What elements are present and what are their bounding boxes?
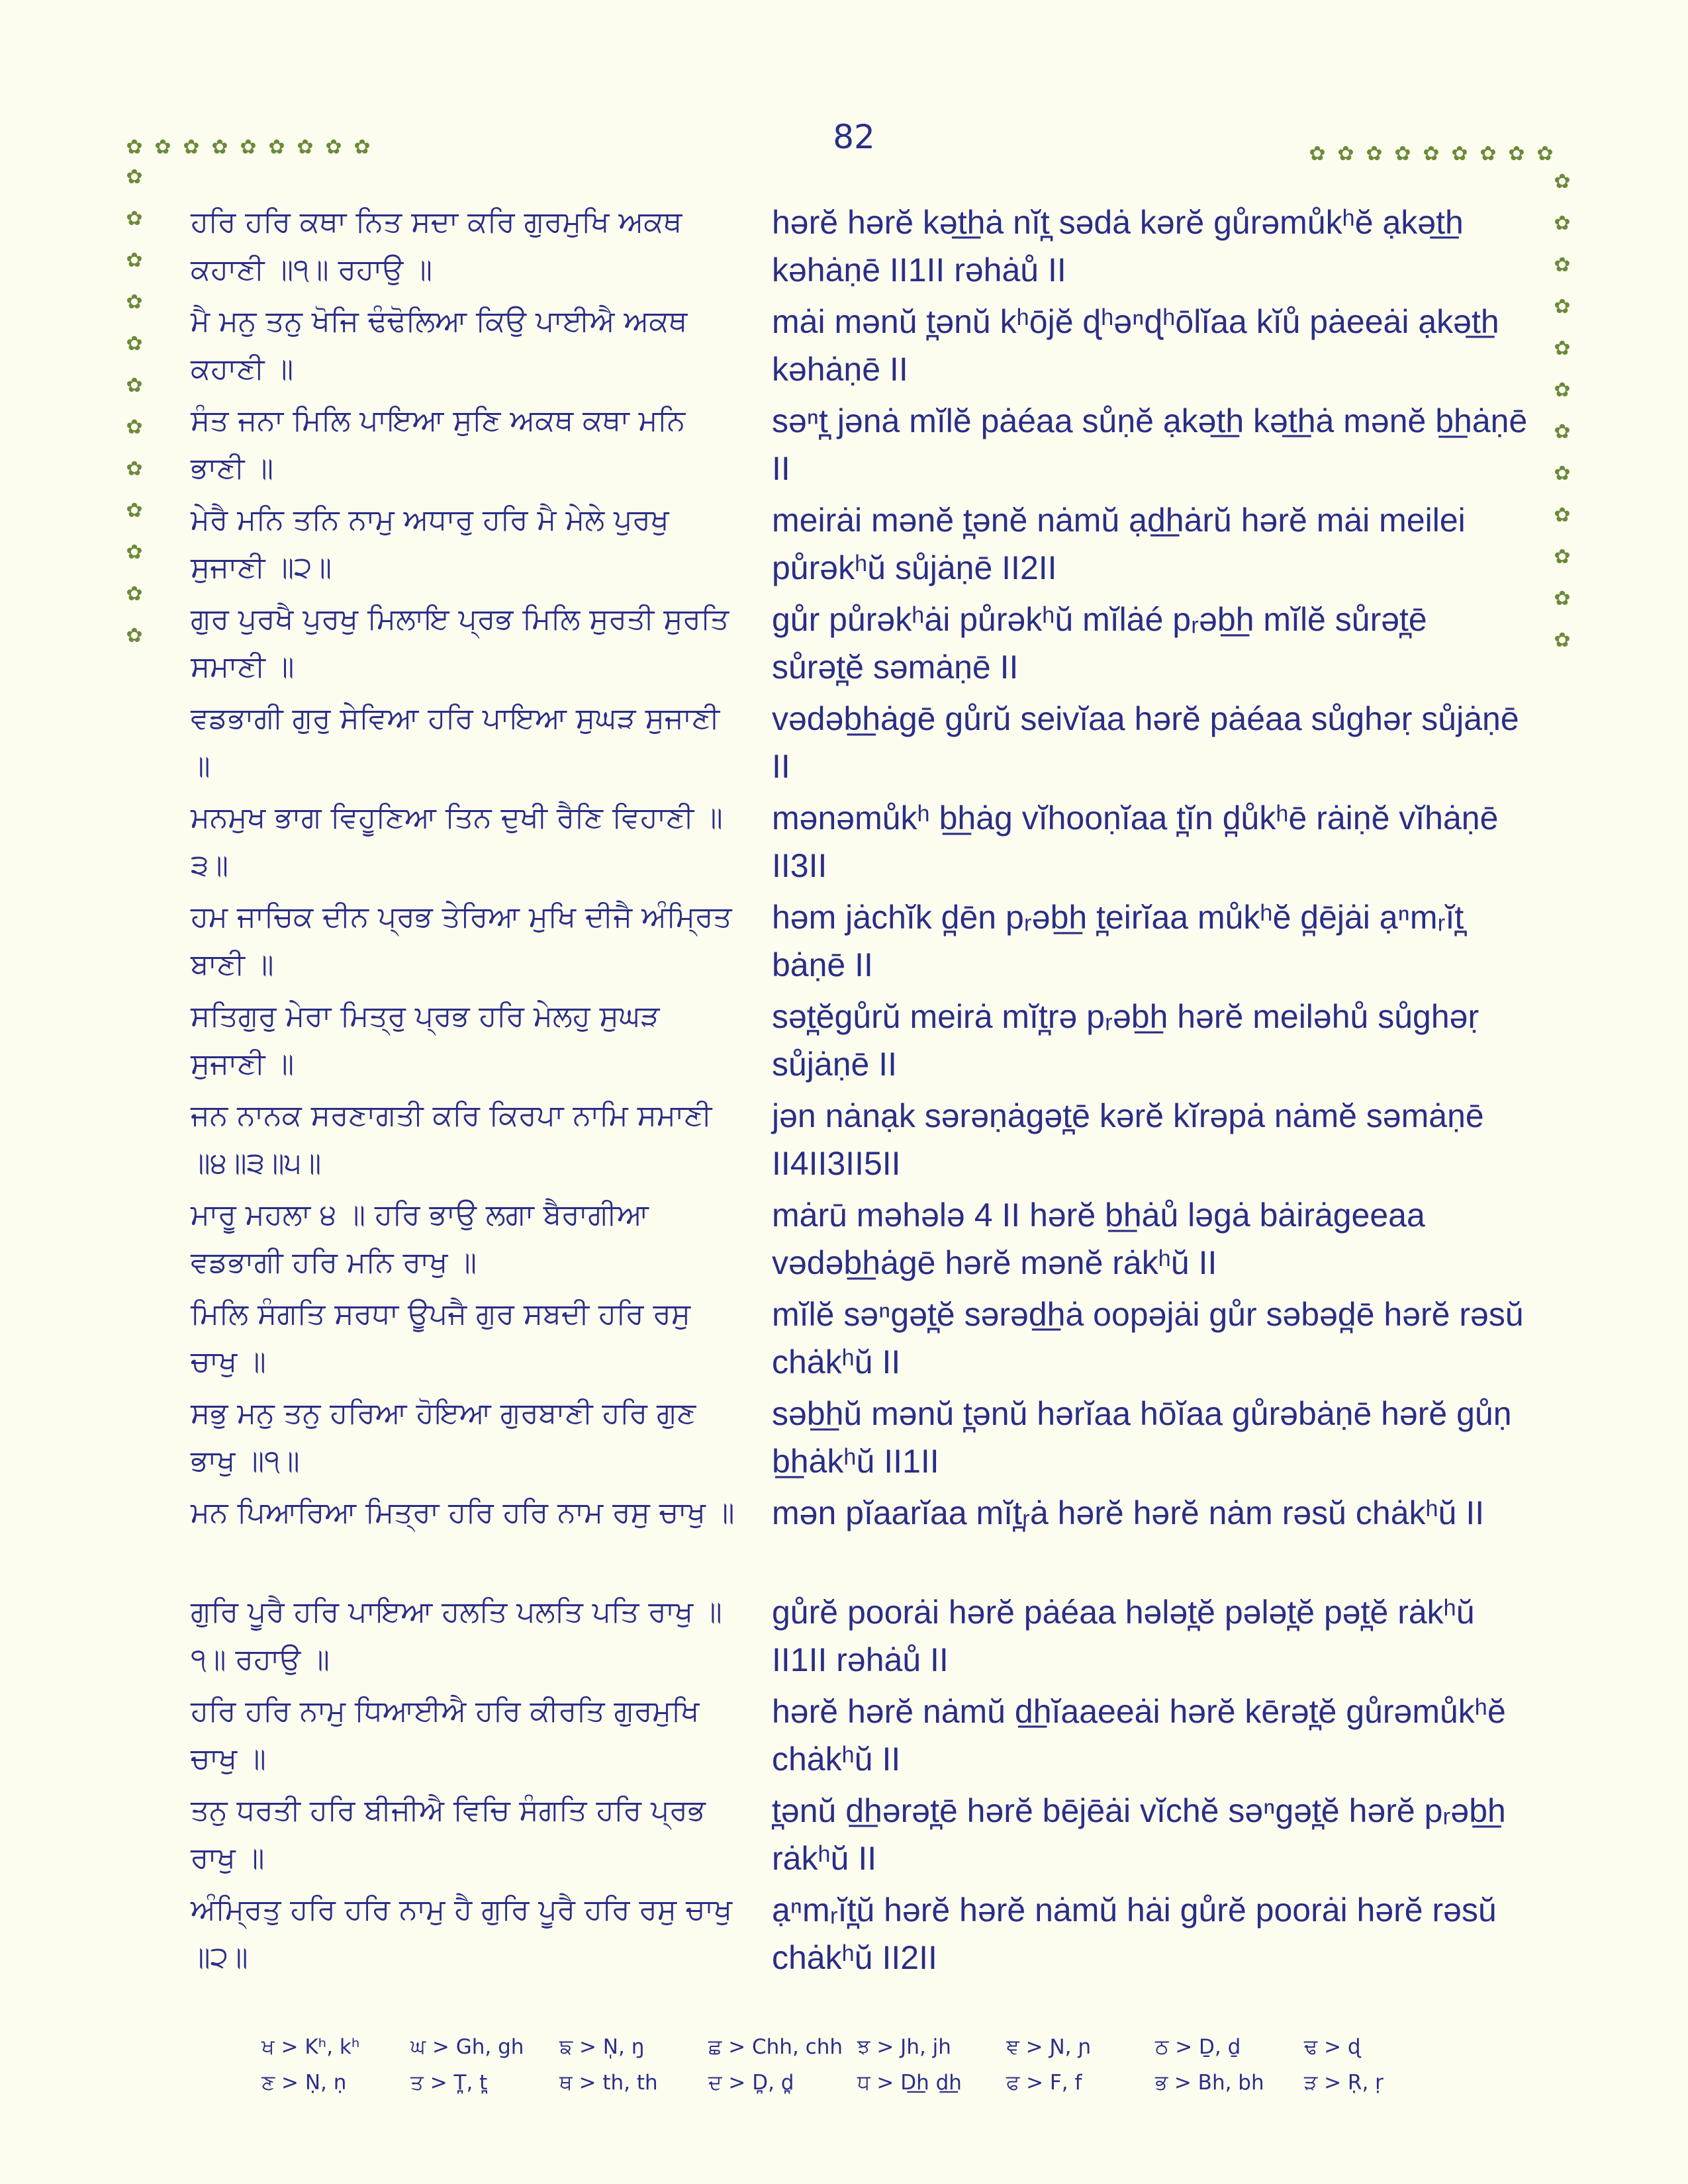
flower-icon: ✿	[1554, 629, 1571, 652]
transliteration-text: hərĕ hərĕ nȧmŭ d͟hĭaaeeȧi hərĕ kērət̪ĕ gůrəmůkʰĕ chȧkʰŭ II	[772, 1693, 1506, 1778]
flower-icon: ✿	[240, 136, 257, 159]
verse-row	[191, 1489, 1528, 1588]
verse-row	[191, 1886, 1528, 1985]
flower-icon: ✿	[1423, 142, 1440, 165]
flower-icon: ✿	[1554, 295, 1571, 318]
flower-icon: ✿	[1394, 142, 1411, 165]
transliteration-text: gůr půrəkʰȧi půrəkʰŭ mĭlȧé pᵣəb͟h mĭlĕ sůrət̪ē sůrət̪ĕ səmȧṇē II	[772, 601, 1427, 686]
gurmukhi-text: ਮੇਰੈ ਮਨਿ ਤਨਿ ਨਾਮੁ ਅਧਾਰੁ ਹਰਿ ਮੈ ਮੇਲੇ ਪੁਰਖੁ ਸੁਜਾਣੀ ॥੨॥	[191, 503, 669, 584]
transliteration-text: mȧi mənŭ t̪ənŭ kʰōjĕ ɖʰəⁿɖʰōlĭaa kĭů pȧeeȧi ạkət͟h kəhȧṇē II	[772, 303, 1499, 388]
flower-icon: ✿	[1451, 142, 1468, 165]
flower-icon: ✿	[1554, 462, 1571, 485]
flower-icon: ✿	[1554, 337, 1571, 360]
flower-icon: ✿	[154, 136, 171, 159]
transliteration-text: həm jȧchĭk d̪ēn pᵣəb͟h t̪eirĭaa můkʰĕ d̪ējȧi ạⁿmᵣĭt̪ bȧṇē II	[772, 899, 1464, 983]
transliteration-text: hərĕ hərĕ kət͟hȧ nĭt̪ sədȧ kərĕ gůrəmůkʰĕ ạkət͟h kəhȧṇē II1II rəhȧů II	[772, 204, 1464, 289]
verse-row	[191, 496, 1528, 596]
transliteration-text: jən nȧnạk sərəṇȧgət̪ē kərĕ kĭrəpȧ nȧmĕ səmȧṇē II4II3II5II	[772, 1097, 1484, 1182]
gurmukhi-text: ਜਨ ਨਾਨਕ ਸਰਣਾਗਤੀ ਕਰਿ ਕਿਰਪਾ ਨਾਮਿ ਸਮਾਣੀ ॥੪॥੩॥੫॥	[191, 1099, 712, 1180]
gurmukhi-text: ਵਡਭਾਗੀ ਗੁਰੁ ਸੇਵਿਆ ਹਰਿ ਪਾਇਆ ਸੁਘੜ ਸੁਜਾਣੀ ॥	[191, 702, 720, 783]
verse-row	[191, 1191, 1528, 1291]
key-entry: ਝ > Jh, jh	[857, 2035, 951, 2059]
verse-row	[191, 695, 1528, 794]
transliteration-text: ạⁿmᵣĭt̪ŭ hərĕ hərĕ nȧmŭ hȧi gůrĕ poorȧi hərĕ rəsŭ chȧkʰŭ II2II	[772, 1891, 1497, 1976]
transliteration-text: gůrĕ poorȧi hərĕ pȧéaa hələt̪ĕ pələt̪ĕ pət̪ĕ rȧkʰŭ II1II rəhȧů II	[772, 1594, 1475, 1678]
verse-row	[191, 1390, 1528, 1489]
flower-icon: ✿	[126, 165, 143, 189]
key-entry: ੜ > Ṛ, ṛ	[1304, 2071, 1383, 2095]
key-entry: ਖ > Kʰ, kʰ	[261, 2035, 360, 2059]
transliteration-text: meirȧi mənĕ t̪ənĕ nȧmŭ ạd͟hȧrŭ hərĕ mȧi meilei půrəkʰŭ sůjȧṇē II2II	[772, 502, 1466, 586]
gurmukhi-text: ਹਮ ਜਾਚਿਕ ਦੀਨ ਪ੍ਰਭ ਤੇਰਿਆ ਮੁਖਿ ਦੀਜੈ ਅੰਮ੍ਰਿਤ ਬਾਣੀ ॥	[191, 900, 732, 981]
transliteration-text: sət̪ĕgůrŭ meirȧ mĭt̪rə pᵣəb͟h hərĕ meiləhů sůghəṛ sůjȧṇē II	[772, 998, 1479, 1083]
key-entry: ਣ > Ṇ, ṇ	[261, 2071, 347, 2095]
flower-icon: ✿	[126, 624, 143, 647]
gurmukhi-text: ਸਤਿਗੁਰੁ ਮੇਰਾ ਮਿਤ੍ਰੁ ਪ੍ਰਭ ਹਰਿ ਮੇਲਹੁ ਸੁਘੜ ਸੁਜਾਣੀ ॥	[191, 999, 660, 1081]
gurmukhi-text: ਸੰਤ ਜਨਾ ਮਿਲਿ ਪਾਇਆ ਸੁਣਿ ਅਕਥ ਕਥਾ ਮਨਿ ਭਾਣੀ ॥	[191, 404, 686, 485]
key-entry: ਘ > Gh, gh	[410, 2035, 524, 2059]
transliteration-text: mənəmůkʰ b͟hȧg vĭhooṇĭaa t̪ĭn d̪ůkʰē rȧiṇĕ vĭhȧṇē II3II	[772, 799, 1499, 884]
flower-icon: ✿	[126, 207, 143, 230]
flower-icon: ✿	[183, 136, 200, 159]
verse-list	[191, 199, 1528, 1985]
verse-row	[191, 893, 1528, 993]
flower-icon: ✿	[126, 499, 143, 522]
flower-icon: ✿	[1366, 142, 1383, 165]
gurmukhi-text: ਸਭੁ ਮਨੁ ਤਨੁ ਹਰਿਆ ਹੋਇਆ ਗੁਰਬਾਣੀ ਹਰਿ ਗੁਣ ਭਾਖੁ ॥੧॥	[191, 1396, 696, 1478]
flower-icon: ✿	[1479, 142, 1497, 165]
verse-row	[191, 596, 1528, 695]
key-entry: ਤ > T̪, t̪	[410, 2071, 488, 2095]
gurmukhi-text: ਮਨ ਪਿਆਰਿਆ ਮਿਤ੍ਰਾ ਹਰਿ ਹਰਿ ਨਾਮ ਰਸੁ ਚਾਖੁ ॥	[191, 1496, 735, 1529]
transliteration-key	[261, 2035, 1453, 2107]
transliteration-text: səb͟hŭ mənŭ t̪ənŭ hərĭaa hōĭaa gůrəbȧṇē hərĕ gůṇ b͟hȧkʰŭ II1II	[772, 1395, 1512, 1480]
key-entry: ਙ > N̩, ŋ	[559, 2035, 645, 2059]
transliteration-text: səⁿt̪ jənȧ mĭlĕ pȧéaa sůṇĕ ạkət͟h kət͟hȧ mənĕ b͟hȧṇē II	[772, 402, 1528, 487]
page-number: 82	[833, 118, 875, 156]
key-entry: ਦ > D̪, d̪	[708, 2071, 794, 2095]
key-row	[261, 2071, 1453, 2107]
transliteration-text: t̪ənŭ d͟hərət̪ē hərĕ bējēȧi vĭchĕ səⁿgət̪ĕ hərĕ pᵣəb͟h rȧkʰŭ II	[772, 1792, 1506, 1877]
gurmukhi-text: ਮੈ ਮਨੁ ਤਨੁ ਖੋਜਿ ਢੰਢੋਲਿਆ ਕਿਉ ਪਾਈਐ ਅਕਥ ਕਹਾਣੀ ॥	[191, 304, 688, 386]
flower-icon: ✿	[1508, 142, 1525, 165]
flower-icon: ✿	[1554, 504, 1571, 527]
gurmukhi-text: ਹਰਿ ਹਰਿ ਨਾਮੁ ਧਿਆਈਐ ਹਰਿ ਕੀਰਤਿ ਗੁਰਮੁਖਿ ਚਾਖੁ ॥	[191, 1694, 700, 1776]
flower-icon: ✿	[126, 249, 143, 272]
flower-icon: ✿	[1309, 142, 1326, 165]
gurmukhi-text: ਅੰਮ੍ਰਿਤੁ ਹਰਿ ਹਰਿ ਨਾਮੁ ਹੈ ਗੁਰਿ ਪੂਰੈ ਹਰਿ ਰਸੁ ਚਾਖੁ ॥੨॥	[191, 1893, 733, 1974]
flower-icon: ✿	[1554, 420, 1571, 443]
flower-icon: ✿	[353, 136, 371, 159]
key-entry: ਭ > Bh, bh	[1155, 2071, 1264, 2095]
flower-icon: ✿	[126, 136, 143, 159]
verse-row	[191, 397, 1528, 496]
flower-icon: ✿	[1554, 212, 1571, 235]
gurmukhi-text: ਮਿਲਿ ਸੰਗਤਿ ਸਰਧਾ ਊਪਜੈ ਗੁਰ ਸਬਦੀ ਹਰਿ ਰਸੁ ਚਾਖੁ ॥	[191, 1297, 691, 1379]
flower-icon: ✿	[126, 541, 143, 564]
verse-row	[191, 1092, 1528, 1191]
key-entry: ਠ > Ḏ, ḏ	[1155, 2035, 1241, 2059]
flower-icon: ✿	[126, 332, 143, 355]
verse-row	[191, 1787, 1528, 1886]
flower-icon: ✿	[1337, 142, 1354, 165]
key-row	[261, 2035, 1453, 2071]
transliteration-text: vədəb͟hȧgē gůrŭ seivĭaa hərĕ pȧéaa sůghəṛ sůjȧṇē II	[772, 700, 1519, 785]
verse-row	[191, 794, 1528, 893]
transliteration-text: mȧrū məhələ 4 II hərĕ b͟hȧů ləgȧ bȧirȧgeeaa vədəb͟hȧgē hərĕ mənĕ rȧkʰŭ II	[772, 1197, 1425, 1281]
gurmukhi-text: ਤਨੁ ਧਰਤੀ ਹਰਿ ਬੀਜੀਐ ਵਿਚਿ ਸੰਗਤਿ ਹਰਿ ਪ੍ਰਭ ਰਾਖੁ ॥	[191, 1794, 706, 1875]
flower-icon: ✿	[1554, 170, 1571, 193]
transliteration-text: mən pĭaarĭaa mĭt̪ᵣȧ hərĕ hərĕ nȧm rəsŭ chȧkʰŭ II	[772, 1494, 1485, 1531]
key-entry: ਞ > Ɲ, ɲ	[1006, 2035, 1092, 2059]
flower-icon: ✿	[126, 374, 143, 397]
gurmukhi-text: ਮਨਮੁਖ ਭਾਗ ਵਿਹੂਣਿਆ ਤਿਨ ਦੁਖੀ ਰੈਣਿ ਵਿਹਾਣੀ ॥੩॥	[191, 801, 723, 882]
key-entry: ਧ > D͟h d͟h	[857, 2071, 962, 2095]
verse-row	[191, 1588, 1528, 1688]
verse-row	[191, 1291, 1528, 1390]
flower-icon: ✿	[1554, 587, 1571, 610]
key-entry: ਫ > F, f	[1006, 2071, 1082, 2095]
flower-icon: ✿	[1554, 379, 1571, 402]
flower-icon: ✿	[126, 416, 143, 439]
flower-icon: ✿	[126, 457, 143, 480]
flower-icon: ✿	[325, 136, 342, 159]
flower-icon: ✿	[297, 136, 314, 159]
key-entry: ਢ > ɖ	[1304, 2035, 1361, 2059]
key-entry: ਥ > th, th	[559, 2071, 658, 2095]
verse-row	[191, 1688, 1528, 1787]
gurmukhi-text: ਹਰਿ ਹਰਿ ਕਥਾ ਨਿਤ ਸਦਾ ਕਰਿ ਗੁਰਮੁਖਿ ਅਕਥ ਕਹਾਣੀ ॥੧॥ ਰਹਾਉ ॥	[191, 205, 682, 287]
verse-row	[191, 298, 1528, 397]
flower-icon: ✿	[126, 582, 143, 606]
flower-icon: ✿	[126, 291, 143, 314]
gurmukhi-text: ਗੁਰਿ ਪੂਰੈ ਹਰਿ ਪਾਇਆ ਹਲਤਿ ਪਲਤਿ ਪਤਿ ਰਾਖੁ ॥੧॥ ਰਹਾਉ ॥	[191, 1595, 722, 1676]
gurmukhi-text: ਮਾਰੂ ਮਹਲਾ ੪ ॥ ਹਰਿ ਭਾਉ ਲਗਾ ਬੈਰਾਗੀਆ ਵਡਭਾਗੀ ਹਰਿ ਮਨਿ ਰਾਖੁ ॥	[191, 1198, 649, 1279]
transliteration-text: mĭlĕ səⁿgət̪ĕ sərəd͟hȧ oopəjȧi gůr səbəd̪ē hərĕ rəsŭ chȧkʰŭ II	[772, 1296, 1524, 1381]
key-entry: ਛ > Chh, chh	[708, 2035, 843, 2059]
verse-row	[191, 199, 1528, 298]
gurmukhi-text: ਗੁਰ ਪੁਰਖੈ ਪੁਰਖੁ ਮਿਲਾਇ ਪ੍ਰਭ ਮਿਲਿ ਸੁਰਤੀ ਸੁਰਤਿ ਸਮਾਣੀ ॥	[191, 602, 729, 684]
flower-icon: ✿	[1554, 253, 1571, 277]
flower-icon: ✿	[1554, 545, 1571, 569]
flower-icon: ✿	[211, 136, 228, 159]
flower-icon: ✿	[268, 136, 285, 159]
verse-row	[191, 993, 1528, 1092]
flower-icon: ✿	[1536, 142, 1554, 165]
